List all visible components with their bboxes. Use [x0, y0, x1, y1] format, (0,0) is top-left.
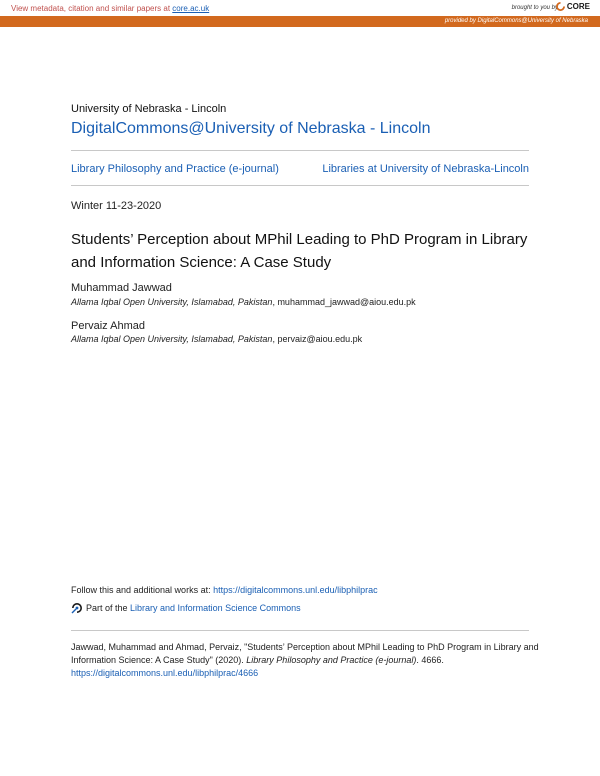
journal-link[interactable]: Library Philosophy and Practice (e-journal): [71, 163, 279, 175]
core-logo-icon: [556, 2, 565, 11]
core-top-bar: [0, 0, 600, 16]
author-email[interactable]: , pervaiz@aiou.edu.pk: [272, 334, 363, 344]
brought-to-you-text: brought to you by: [511, 5, 558, 11]
follow-text: Follow this and additional works at:: [71, 585, 214, 595]
part-of-text: Part of the: [86, 603, 131, 613]
repository-title[interactable]: DigitalCommons@University of Nebraska - Lincoln: [71, 120, 431, 137]
citation-journal: Library Philosophy and Practice (e-journal): [246, 655, 417, 665]
follow-line: [71, 585, 378, 595]
affiliation-text: Allama Iqbal Open University, Islamabad, Pakistan: [71, 297, 273, 307]
divider-top: [71, 150, 529, 151]
author-name: Muhammad Jawwad: [71, 282, 172, 294]
author-affiliation: [71, 297, 416, 307]
citation-url[interactable]: https://digitalcommons.unl.edu/libphilprac/4666: [71, 668, 259, 678]
network-icon: [71, 602, 83, 614]
commons-link[interactable]: Library and Information Science Commons: [130, 603, 301, 613]
author-affiliation: [71, 334, 362, 344]
metadata-notice: [11, 4, 209, 13]
metadata-text: View metadata, citation and similar papers at: [11, 4, 173, 13]
provider-bar: [0, 16, 600, 27]
citation-number: . 4666.: [416, 655, 444, 665]
affiliation-text: Allama Iqbal Open University, Islamabad, Pakistan: [71, 334, 273, 344]
university-name: University of Nebraska - Lincoln: [71, 103, 227, 115]
core-logo[interactable]: [556, 2, 590, 11]
citation-text: Jawwad, Muhammad and Ahmad, Pervaiz, "Students’ Perception about MPhil Leading to PhD Program in Library and Information Science: A Case Study" (2020).: [71, 642, 539, 665]
paper-title: Students’ Perception about MPhil Leading to PhD Program in Library and Information Science: A Case Study: [71, 231, 528, 271]
citation: [71, 641, 541, 680]
core-link[interactable]: core.ac.uk: [172, 4, 210, 13]
divider-bottom: [71, 630, 529, 631]
divider-nav: [71, 185, 529, 186]
libraries-link[interactable]: Libraries at University of Nebraska-Lincoln: [322, 163, 529, 175]
follow-link[interactable]: https://digitalcommons.unl.edu/libphilprac: [213, 585, 378, 595]
author-name: Pervaiz Ahmad: [71, 320, 145, 332]
core-label: CORE: [566, 2, 590, 11]
part-of-line: [71, 602, 301, 614]
provided-by-text: provided by DigitalCommons@University of Nebraska: [444, 18, 588, 24]
author-email[interactable]: , muhammad_jawwad@aiou.edu.pk: [272, 297, 416, 307]
publication-date: Winter 11-23-2020: [71, 200, 162, 212]
